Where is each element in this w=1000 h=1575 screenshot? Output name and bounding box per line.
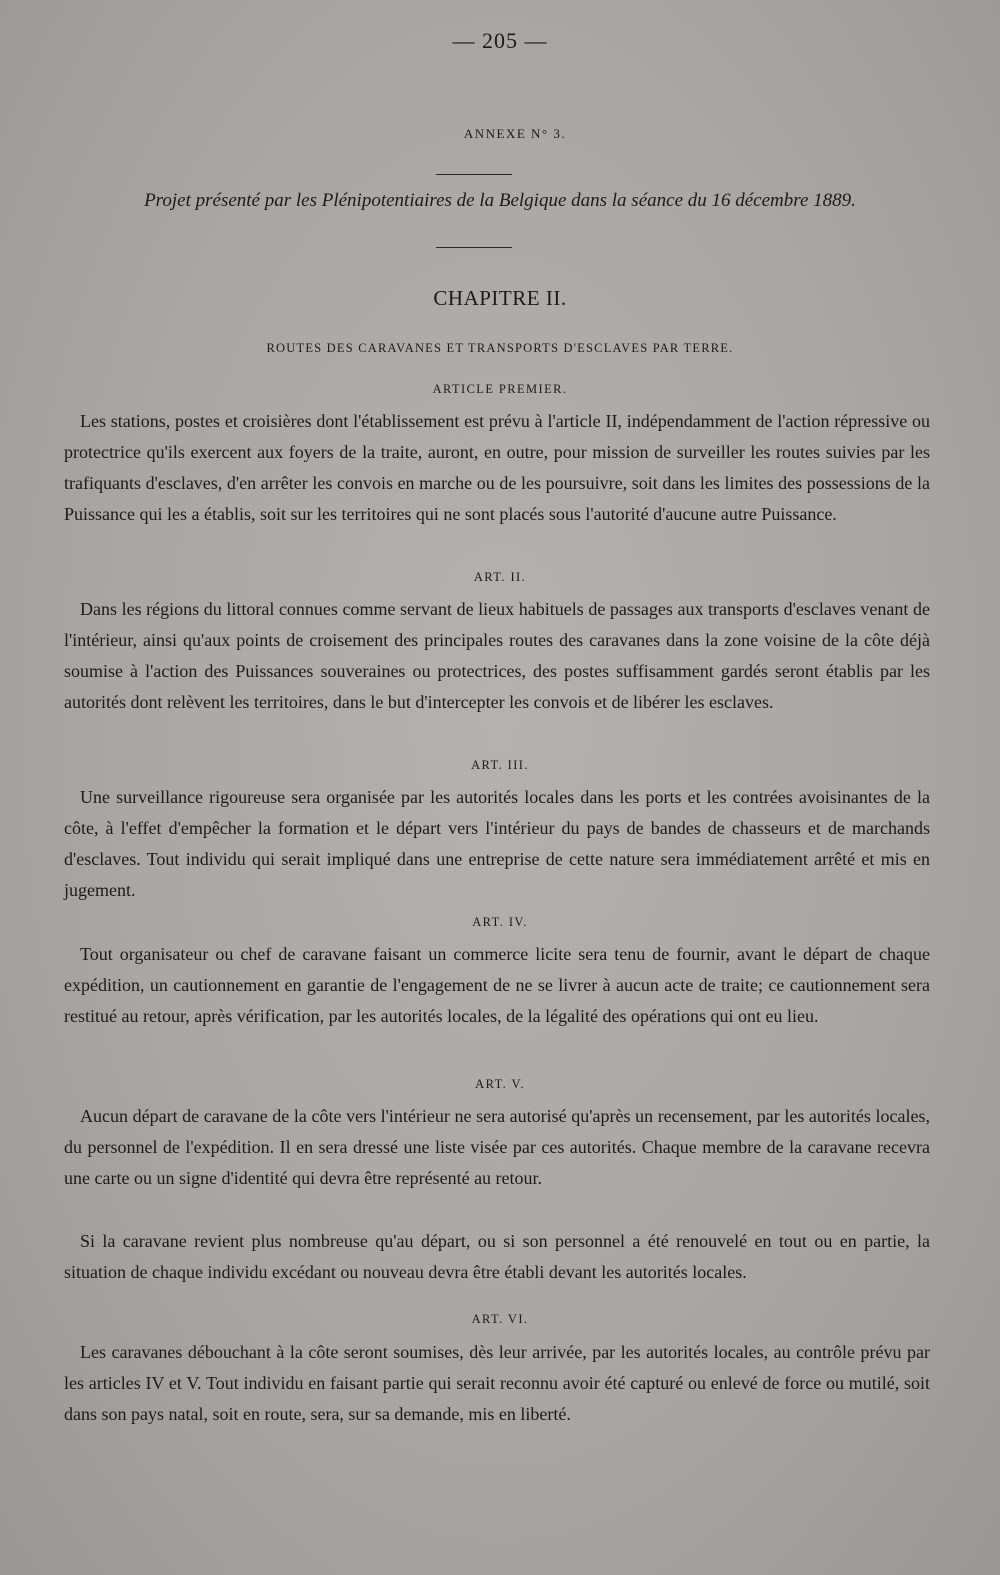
article-heading: ART. III. bbox=[471, 758, 529, 772]
article-heading: ART. VI. bbox=[471, 1312, 529, 1326]
article-paragraph: Si la caravane revient plus nombreuse qu'au départ, ou si son personnel a été renouvelé en tout ou en partie, la situation de chaque individu excédant ou nouveau devra être établi devant les autorités locales. bbox=[64, 1231, 930, 1282]
article-paragraph: Dans les régions du littoral connues comme servant de lieux habituels de passages aux transports d'esclaves venant de l'intérieur, ainsi qu'aux points de croisement des principales routes des caravanes dans la zone voisine de la côte déjà soumise à l'action des Puissances souveraines ou protectrices, des postes suffisamment gardés seront établis par les autorités dont relèvent les territoires, dans le but d'intercepter les convois et de libérer les esclaves. bbox=[64, 599, 930, 712]
annex-label: ANNEXE N° 3. bbox=[463, 126, 567, 141]
article-paragraph: Les caravanes débouchant à la côte seront soumises, dès leur arrivée, par les autorités locales, au contrôle prévu par les articles IV et V. Tout individu en faisant partie qui serait reconnu avoir été capturé ou enlevé de force ou mutilé, soit dans son pays natal, soit en route, sera, sur sa demande, mis en liberté. bbox=[64, 1342, 930, 1424]
divider-rule bbox=[436, 174, 512, 175]
article-paragraph: Aucun départ de caravane de la côte vers l'intérieur ne sera autorisé qu'après un recensement, par les autorités locales, du personnel de l'expédition. Il en sera dressé une liste visée par ces autorités. Chaque membre de la caravane recevra une carte ou un signe d'identité qui devra être représenté au retour. bbox=[64, 1106, 930, 1188]
document-subtitle: Projet présenté par les Plénipotentiaires de la Belgique dans la séance du 16 décembre 1889. bbox=[144, 190, 856, 211]
article-heading: ART. V. bbox=[475, 1077, 525, 1091]
article-paragraph: Les stations, postes et croisières dont l'établissement est prévu à l'article II, indépendamment de l'action répressive ou protectrice qu'ils exercent aux foyers de la traite, auront, en outre, pour mission de surveiller les routes suivies par les trafiquants d'esclaves, d'en arrêter les convois en marche ou de les poursuivre, soit dans les limites des possessions de la Puissance qui les a établis, soit sur les territoires qui ne sont placés sous l'autorité d'aucune autre Puissance. bbox=[64, 411, 930, 524]
article-heading: ART. IV. bbox=[472, 915, 528, 929]
article-paragraph: Tout organisateur ou chef de caravane faisant un commerce licite sera tenu de fournir, avant le départ de chaque expédition, un cautionnement en garantie de l'engagement de ne se livrer à aucun acte de traite; ce cautionnement sera restitué au retour, après vérification, par les autorités locales, de la légalité des opérations qui ont eu lieu. bbox=[64, 944, 930, 1026]
article-heading: ARTICLE PREMIER. bbox=[432, 382, 568, 396]
article-paragraph: Une surveillance rigoureuse sera organisée par les autorités locales dans les ports et les contrées avoisinantes de la côte, à l'effet d'empêcher la formation et le départ vers l'intérieur du pays de bandes de chasseurs et de marchands d'esclaves. Tout individu qui serait impliqué dans une entreprise de cette nature sera immédiatement arrêté et mis en jugement. bbox=[64, 787, 930, 900]
section-title: ROUTES DES CARAVANES ET TRANSPORTS D'ESCLAVES PAR TERRE. bbox=[266, 341, 734, 355]
page-number: — 205 — bbox=[452, 28, 548, 53]
divider-rule bbox=[436, 247, 512, 248]
chapter-title: CHAPITRE II. bbox=[433, 286, 567, 310]
article-heading: ART. II. bbox=[473, 570, 527, 584]
